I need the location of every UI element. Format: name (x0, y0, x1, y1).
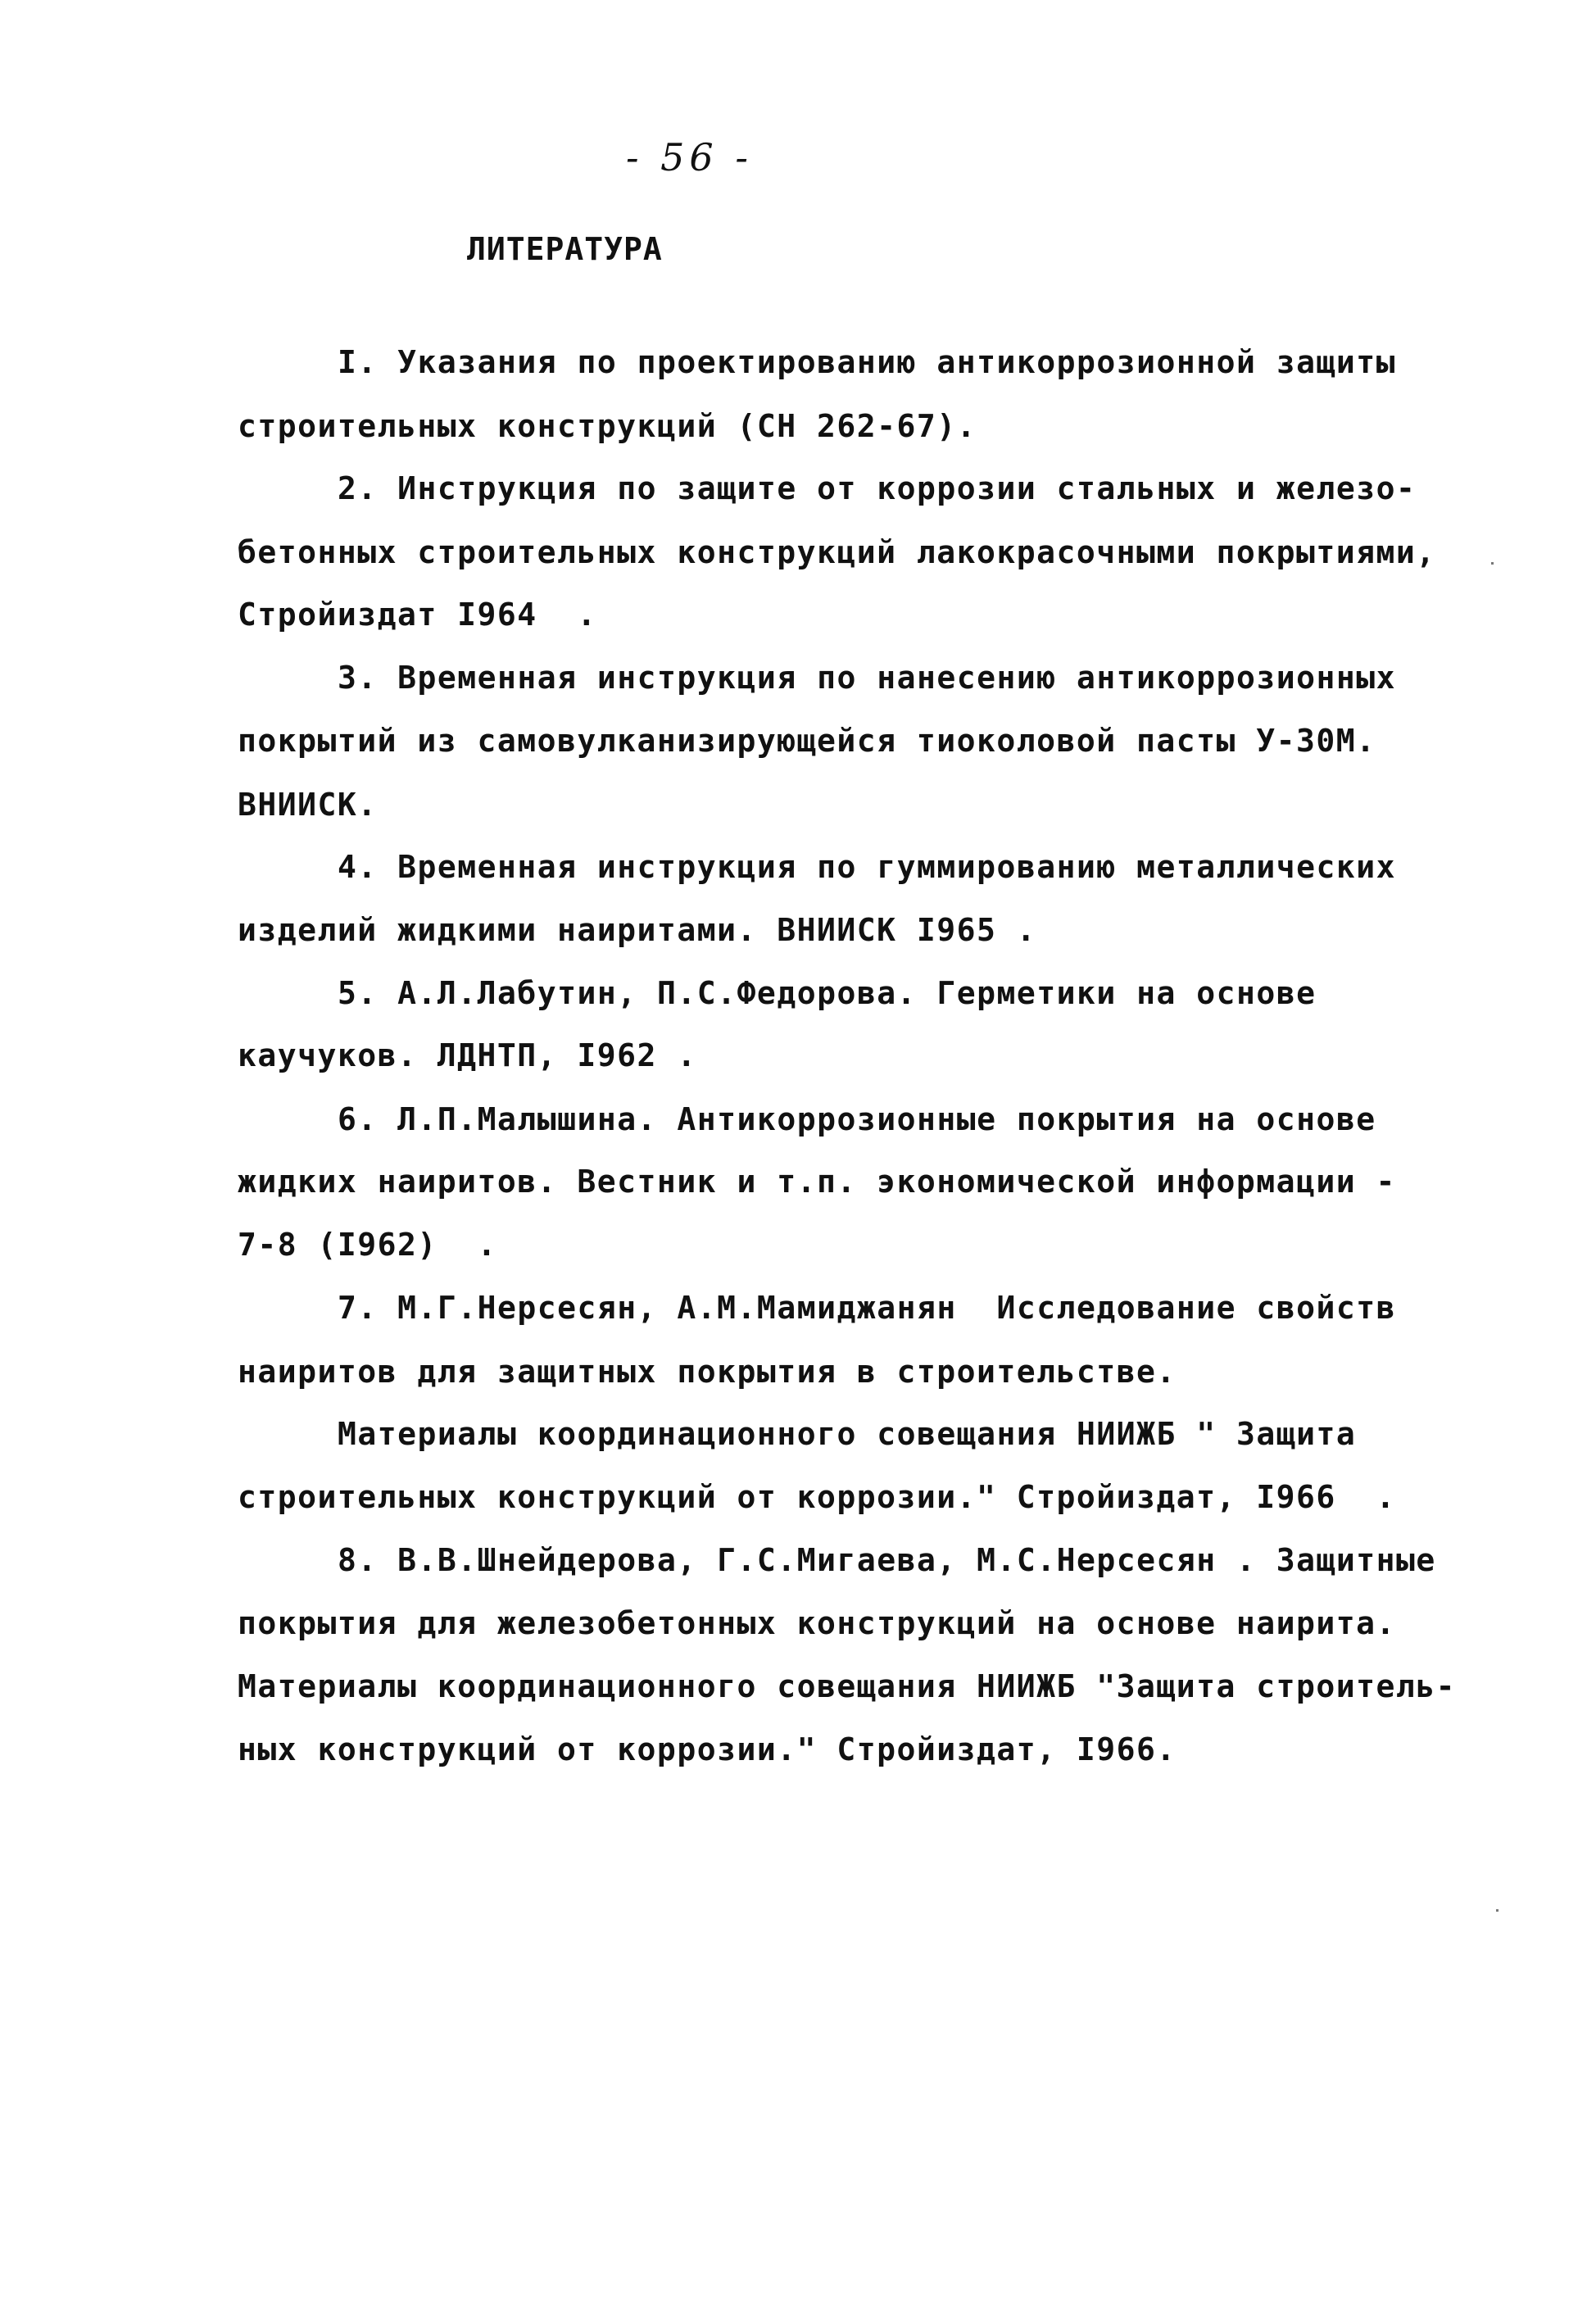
reference-line: 6. Л.П.Малышина. Антикоррозионные покрытия на основе (338, 1101, 1376, 1137)
reference-line: 8. В.В.Шнейдерова, Г.С.Мигаева, М.С.Нерсесян . Защитные (338, 1542, 1436, 1578)
reference-line: Материалы координационного совещания НИИЖБ "Защита строитель- (238, 1668, 1457, 1704)
reference-line: I. Указания по проектированию антикоррозионной защиты (338, 344, 1397, 380)
reference-line: изделий жидкими наиритами. ВНИИСК I965 . (238, 912, 1037, 948)
scan-speck (1491, 562, 1494, 565)
page-title: ЛИТЕРАТУРА (467, 231, 663, 267)
reference-line: 5. А.Л.Лабутин, П.С.Федорова. Герметики на основе (338, 975, 1317, 1011)
reference-line: строительных конструкций от коррозии." Стройиздат, I966 . (238, 1479, 1396, 1515)
reference-line: ВНИИСК. (238, 787, 378, 823)
reference-line: Стройиздат I964 . (238, 597, 597, 633)
reference-line: 2. Инструкция по защите от коррозии стальных и железо- (338, 470, 1417, 506)
reference-line: строительных конструкций (СН 262-67). (238, 408, 977, 444)
reference-line: жидких наиритов. Вестник и т.п. экономической информации - (238, 1164, 1396, 1200)
reference-line: ных конструкций от коррозии." Стройиздат, I966. (238, 1731, 1177, 1767)
reference-line: бетонных строительных конструкций лакокрасочными покрытиями, (238, 534, 1436, 570)
scan-speck (1496, 1909, 1499, 1912)
reference-line: 4. Временная инструкция по гуммированию металлических (338, 849, 1397, 885)
page-number: - 56 - (626, 135, 753, 179)
reference-line: покрытия для железобетонных конструкций на основе наирита. (238, 1605, 1396, 1641)
reference-line: 7-8 (I962) . (238, 1227, 497, 1263)
reference-line: Материалы координационного совещания НИИЖБ " Защита (338, 1416, 1357, 1452)
reference-line: наиритов для защитных покрытия в строительстве. (238, 1354, 1177, 1390)
reference-line: каучуков. ЛДНТП, I962 . (238, 1037, 697, 1073)
reference-line: 3. Временная инструкция по нанесению антикоррозионных (338, 660, 1397, 696)
reference-line: покрытий из самовулканизирующейся тиоколовой пасты У-30М. (238, 723, 1376, 759)
reference-line: 7. М.Г.Нерсесян, А.М.Мамиджанян Исследование свойств (338, 1290, 1397, 1326)
